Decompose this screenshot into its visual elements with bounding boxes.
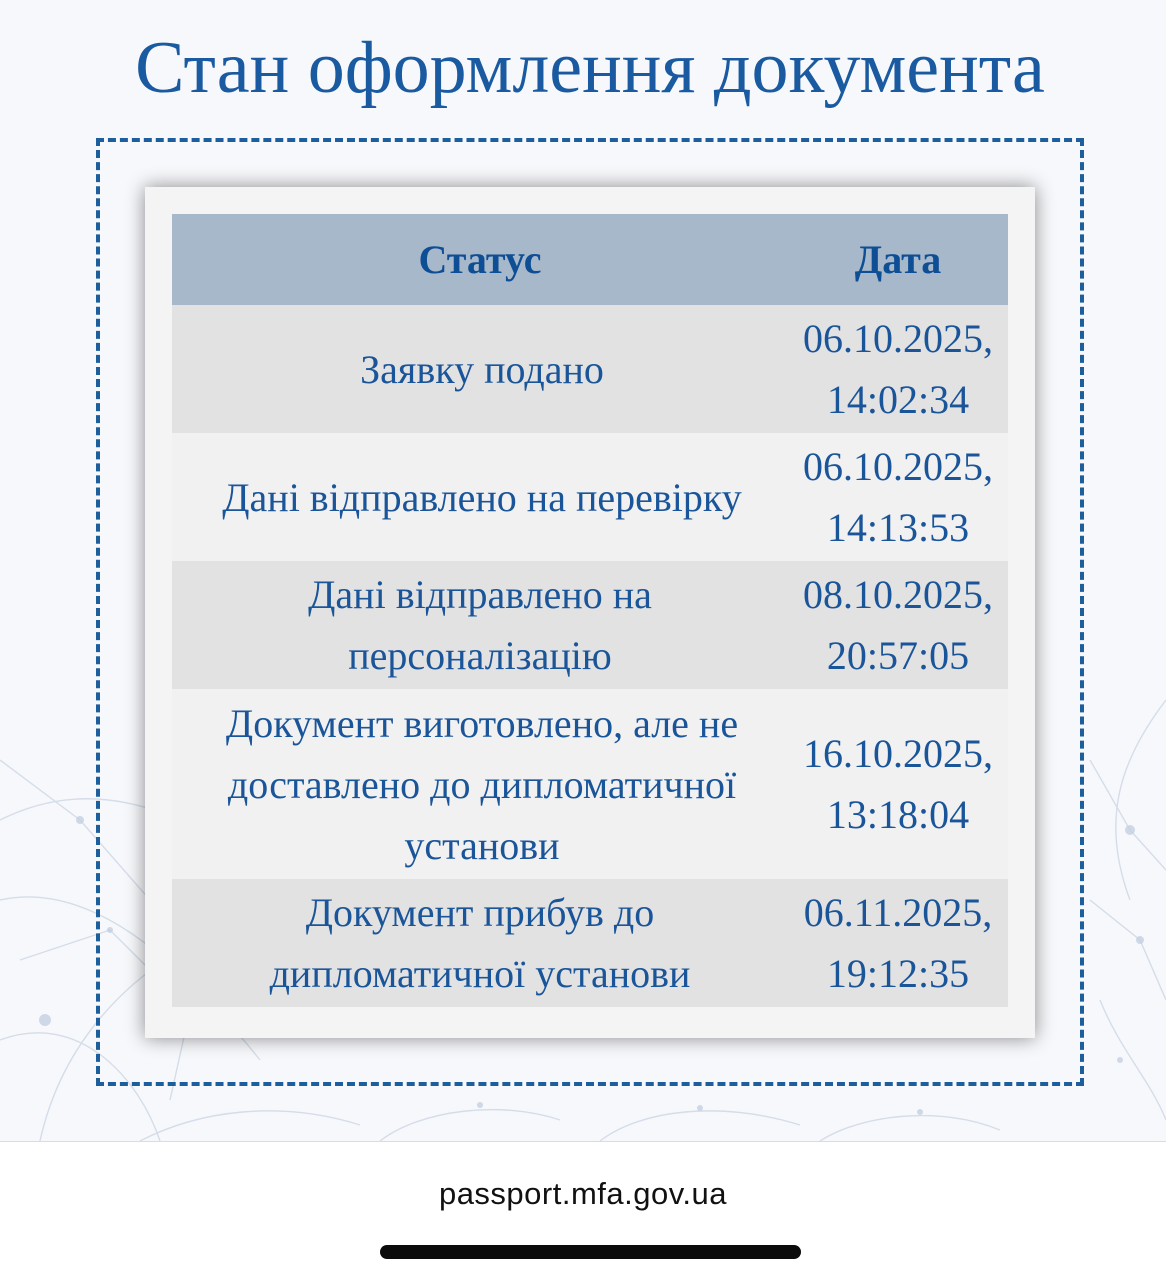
status-cell: Заявку подано [172, 305, 788, 433]
table-row [172, 561, 1008, 689]
page-title: Стан оформлення документа [135, 27, 1045, 109]
date-value: 06.10.2025, [803, 316, 993, 361]
date-cell [788, 305, 1008, 433]
date-cell [788, 689, 1008, 879]
date-value: 08.10.2025, [803, 572, 993, 617]
date-cell [788, 561, 1008, 689]
browser-bottom-bar [0, 1141, 1166, 1281]
table-row [172, 689, 1008, 879]
date-column-header: Дата [788, 214, 1008, 305]
status-cell: Документ прибув до дипломатичної установи [172, 879, 788, 1007]
date-cell [788, 433, 1008, 561]
status-column-header: Статус [172, 214, 788, 305]
date-value: 06.10.2025, [803, 444, 993, 489]
date-value: 06.11.2025, [803, 890, 993, 935]
status-cell: Дані відправлено на перевірку [172, 433, 788, 561]
time-value: 14:02:34 [826, 377, 970, 422]
table-row [172, 879, 1008, 1007]
status-cell: Документ виготовлено, але не доставлено до дипломатичної установи [172, 689, 788, 879]
time-value: 14:13:53 [826, 505, 970, 550]
table-header-row [172, 214, 1008, 305]
time-value: 13:18:04 [826, 792, 970, 837]
address-bar-url[interactable]: passport.mfa.gov.ua [438, 1176, 728, 1211]
home-indicator[interactable] [380, 1245, 801, 1259]
table-row [172, 305, 1008, 433]
time-value: 19:12:35 [826, 951, 970, 996]
time-value: 20:57:05 [826, 633, 970, 678]
status-cell: Дані відправлено на персоналізацію [172, 561, 788, 689]
status-card [145, 187, 1035, 1038]
table-row [172, 433, 1008, 561]
status-table [172, 214, 1008, 1007]
date-value: 16.10.2025, [803, 731, 993, 776]
date-cell [788, 879, 1008, 1007]
